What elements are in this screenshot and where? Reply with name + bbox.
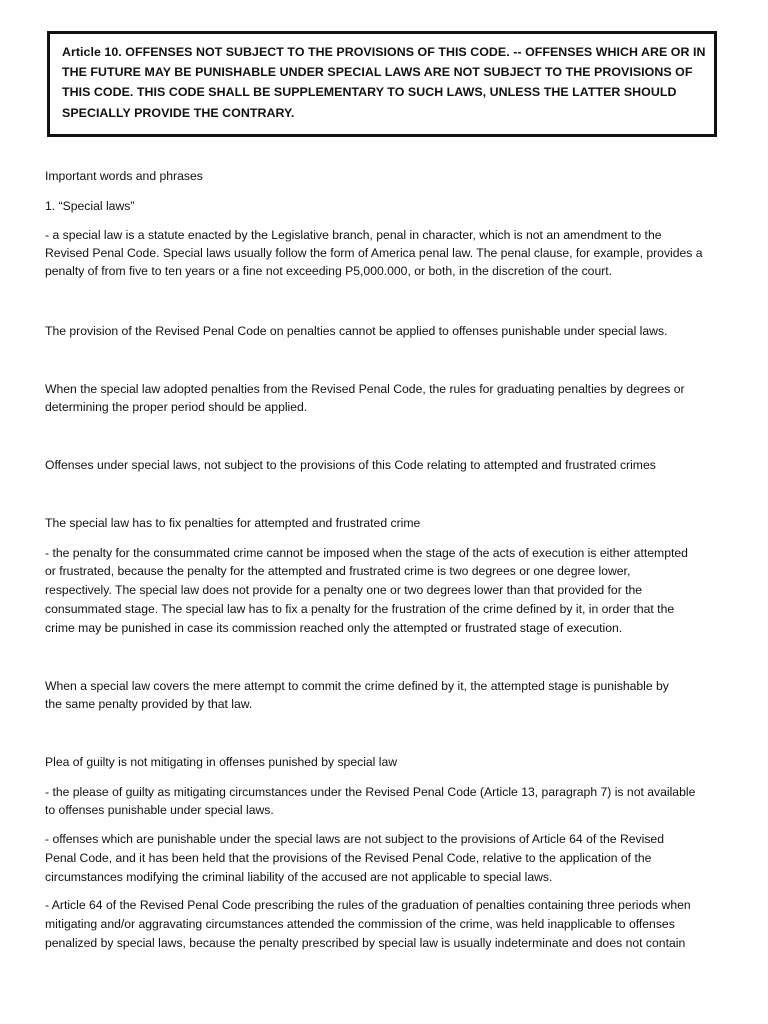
body-text-line: - the penalty for the consummated crime cannot be imposed when the stage of the acts of execution is either attempted <box>45 546 688 560</box>
body-text-line: When a special law covers the mere attempt to commit the crime defined by it, the attempted stage is punishable by <box>45 679 669 693</box>
body-text-line: - Article 64 of the Revised Penal Code prescribing the rules of the graduation of penalties containing three periods when <box>45 898 691 912</box>
body-text-line: penalty of from five to ten years or a fine not exceeding P5,000.000, or both, in the discretion of the court. <box>45 264 613 278</box>
body-text-line: - a special law is a statute enacted by the Legislative branch, penal in character, which is not an amendment to the <box>45 228 662 242</box>
body-text-line: to offenses punishable under special laws. <box>45 803 274 817</box>
article-box-line: THE FUTURE MAY BE PUNISHABLE UNDER SPECIAL LAWS ARE NOT SUBJECT TO THE PROVISIONS OF <box>62 65 693 80</box>
body-text-line: When the special law adopted penalties from the Revised Penal Code, the rules for graduating penalties by degrees or <box>45 382 685 396</box>
body-text-line: crime may be punished in case its commission reached only the attempted or frustrated stage of execution. <box>45 621 623 635</box>
body-text-line: Penal Code, and it has been held that the provisions of the Revised Penal Code, relative to the application of the <box>45 851 652 865</box>
section-heading: Important words and phrases <box>45 169 203 183</box>
body-text-line: respectively. The special law does not provide for a penalty one or two degrees lower than that provided for the <box>45 583 643 597</box>
body-text-line: - offenses which are punishable under the special laws are not subject to the provisions of Article 64 of the Revised <box>45 832 664 846</box>
term-heading: 1. “Special laws” <box>45 199 135 213</box>
sub-heading: Plea of guilty is not mitigating in offenses punished by special law <box>45 755 398 769</box>
sub-heading: The special law has to fix penalties for attempted and frustrated crime <box>45 516 421 530</box>
article-box-line: Article 10. OFFENSES NOT SUBJECT TO THE PROVISIONS OF THIS CODE. -- OFFENSES WHICH ARE OR IN <box>62 45 706 59</box>
body-text-line: Revised Penal Code. Special laws usually follow the form of America penal law. The penal clause, for example, provides a <box>45 246 703 260</box>
body-text-line: the same penalty provided by that law. <box>45 697 253 711</box>
body-text-line: determining the proper period should be applied. <box>45 400 308 414</box>
body-text-line: circumstances modifying the criminal liability of the accused are not applicable to special laws. <box>45 870 553 884</box>
body-text-line: consummated stage. The special law has to fix a penalty for the frustration of the crime defined by it, in order that the <box>45 602 675 616</box>
body-text-line: The provision of the Revised Penal Code on penalties cannot be applied to offenses punishable under special laws. <box>45 324 668 338</box>
body-text-line: or frustrated, because the penalty for the attempted and frustrated crime is two degrees or one degree lower, <box>45 564 631 578</box>
article-10-box <box>47 31 717 137</box>
article-box-line: SPECIALLY PROVIDE THE CONTRARY. <box>62 105 295 120</box>
article-box-line: THIS CODE. THIS CODE SHALL BE SUPPLEMENTARY TO SUCH LAWS, UNLESS THE LATTER SHOULD <box>62 85 677 100</box>
body-text-line: mitigating and/or aggravating circumstances attended the commission of the crime, was held inapplicable to offenses <box>45 917 675 931</box>
body-text-line: - the please of guilty as mitigating circumstances under the Revised Penal Code (Article 13, paragraph 7) is not available <box>45 785 696 799</box>
body-text-line: Offenses under special laws, not subject to the provisions of this Code relating to attempted and frustrated crimes <box>45 458 656 472</box>
body-text-line: penalized by special laws, because the penalty prescribed by special law is usually indeterminate and does not contain <box>45 936 686 950</box>
